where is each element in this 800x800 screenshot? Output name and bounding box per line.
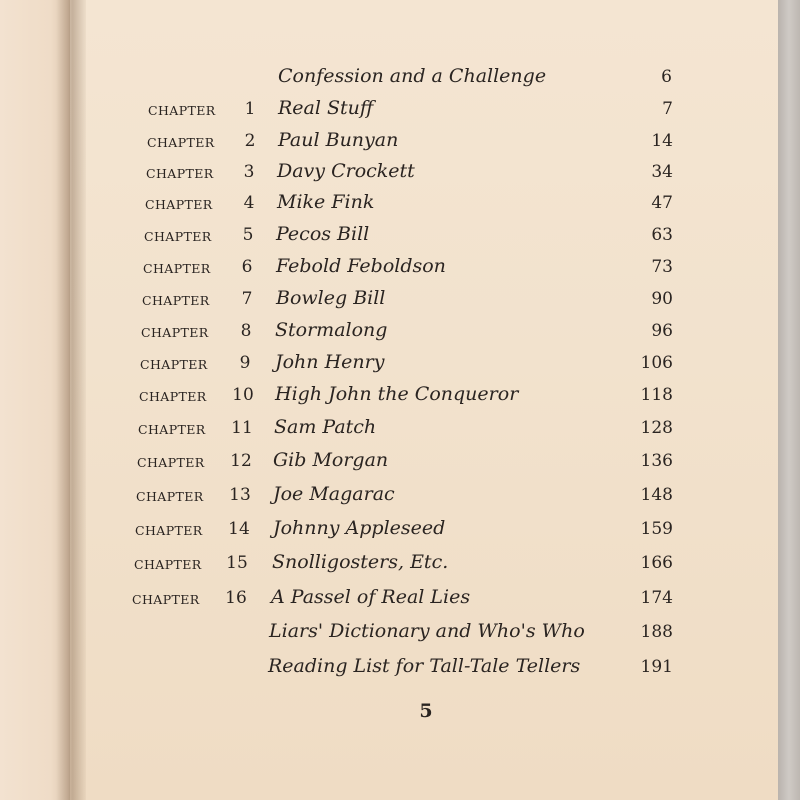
entry-title: High John the Conqueror (275, 383, 519, 405)
chapter-label: CHAPTER (139, 389, 207, 404)
toc-entry (70, 516, 782, 548)
chapter-number: 16 (225, 588, 247, 608)
entry-title: Paul Bunyan (278, 129, 399, 151)
entry-page: 7 (662, 99, 673, 119)
entry-page: 118 (640, 385, 673, 405)
chapter-number: 7 (241, 289, 253, 309)
entry-page: 188 (640, 622, 673, 642)
entry-page: 96 (651, 321, 673, 341)
chapter-number: 8 (240, 321, 252, 341)
entry-title: Reading List for Tall-Tale Tellers (268, 655, 581, 677)
toc-entry (70, 350, 782, 382)
toc-entry (70, 159, 782, 191)
entry-title: Real Stuff (278, 97, 374, 119)
entry-title: Bowleg Bill (276, 287, 386, 309)
toc-entry (70, 654, 782, 686)
toc-entry (70, 619, 782, 651)
entry-page: 6 (661, 67, 672, 87)
entry-title: A Passel of Real Lies (271, 586, 471, 608)
chapter-label: CHAPTER (143, 261, 211, 276)
toc-entry (70, 585, 782, 617)
entry-page: 136 (640, 451, 673, 471)
entry-title: John Henry (275, 351, 385, 373)
entry-title: Pecos Bill (276, 223, 370, 245)
toc-entry (70, 254, 782, 286)
chapter-label: CHAPTER (141, 325, 209, 340)
toc-entry (70, 286, 782, 318)
chapter-label: CHAPTER (135, 523, 203, 538)
entry-title: Confession and a Challenge (278, 65, 547, 87)
entry-title: Johnny Appleseed (273, 517, 446, 539)
gutter-shadow (56, 0, 86, 800)
entry-title: Febold Feboldson (276, 255, 446, 277)
chapter-label: CHAPTER (142, 293, 210, 308)
chapter-label: CHAPTER (138, 422, 206, 437)
page-number: 5 (419, 700, 433, 722)
entry-title: Davy Crockett (277, 160, 415, 182)
entry-page: 148 (640, 485, 673, 505)
chapter-label: CHAPTER (146, 166, 214, 181)
chapter-number: 2 (244, 131, 256, 151)
entry-page: 47 (651, 193, 673, 213)
entry-page: 166 (640, 553, 673, 573)
toc-entry (70, 482, 782, 514)
toc-entry (70, 190, 782, 222)
chapter-label: CHAPTER (148, 103, 216, 118)
entry-title: Mike Fink (277, 191, 375, 213)
entry-page: 191 (640, 657, 673, 677)
chapter-label: CHAPTER (134, 557, 202, 572)
chapter-number: 1 (244, 99, 256, 119)
chapter-number: 12 (230, 451, 252, 471)
entry-title: Sam Patch (274, 416, 377, 438)
chapter-label: CHAPTER (136, 489, 204, 504)
toc-entry (70, 128, 782, 160)
chapter-number: 10 (232, 385, 254, 405)
chapter-label: CHAPTER (145, 197, 213, 212)
chapter-label: CHAPTER (147, 135, 215, 150)
chapter-number: 14 (228, 519, 250, 539)
toc-entry (70, 64, 782, 96)
toc-entry (70, 550, 782, 582)
entry-title: Joe Magarac (273, 483, 395, 505)
entry-page: 159 (640, 519, 673, 539)
toc-entry (70, 222, 782, 254)
entry-page: 14 (651, 131, 673, 151)
chapter-label: CHAPTER (144, 229, 212, 244)
contents-page (70, 0, 782, 800)
toc-entry (70, 318, 782, 350)
toc-entry (70, 96, 782, 128)
entry-page: 128 (640, 418, 673, 438)
entry-page: 90 (651, 289, 673, 309)
chapter-number: 3 (243, 162, 255, 182)
toc-entry (70, 448, 782, 480)
entry-title: Snolligosters, Etc. (272, 551, 449, 573)
chapter-number: 11 (231, 418, 253, 438)
entry-page: 63 (651, 225, 673, 245)
entry-page: 34 (651, 162, 673, 182)
entry-page: 174 (640, 588, 673, 608)
entry-title: Liars' Dictionary and Who's Who (269, 620, 585, 642)
entry-title: Gib Morgan (273, 449, 389, 471)
entry-page: 73 (651, 257, 673, 277)
toc-entry (70, 415, 782, 447)
chapter-label: CHAPTER (137, 455, 205, 470)
chapter-number: 13 (229, 485, 251, 505)
toc-entry (70, 382, 782, 414)
chapter-number: 4 (243, 193, 255, 213)
page-edge (778, 0, 800, 800)
entry-title: Stormalong (275, 319, 388, 341)
chapter-number: 15 (226, 553, 248, 573)
chapter-number: 5 (242, 225, 254, 245)
chapter-label: CHAPTER (132, 592, 200, 607)
chapter-number: 6 (241, 257, 253, 277)
chapter-label: CHAPTER (140, 357, 208, 372)
entry-page: 106 (640, 353, 673, 373)
chapter-number: 9 (239, 353, 251, 373)
